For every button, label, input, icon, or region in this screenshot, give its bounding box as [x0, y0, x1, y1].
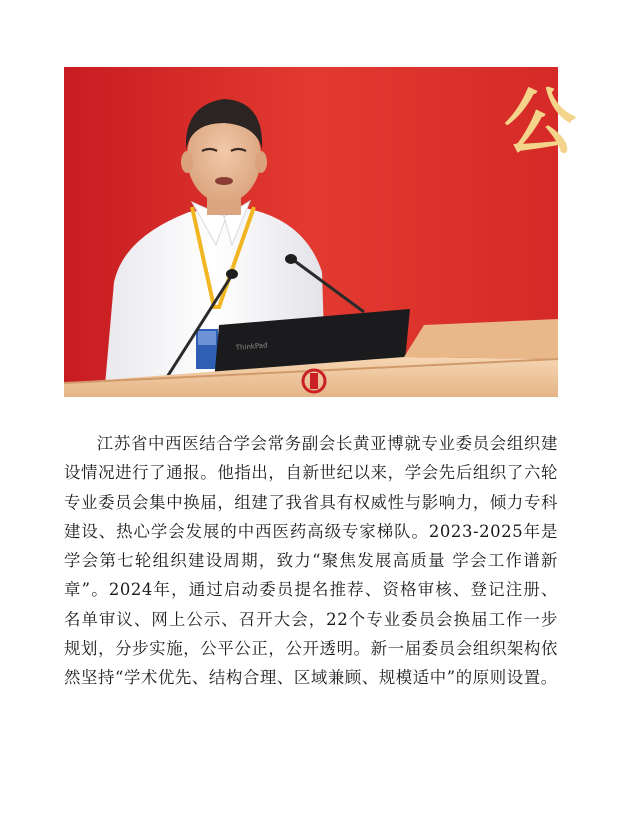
laptop-brand-logo: ThinkPad: [235, 341, 268, 352]
photo-illustration: [64, 67, 577, 397]
speaker-photo: [64, 67, 577, 397]
backdrop-glyph: 公: [504, 80, 577, 164]
article-paragraph: 江苏省中西医结合学会常务副会长黄亚博就专业委员会组织建设情况进行了通报。他指出，自新世纪以来，学会先后组织了六轮专业委员会集中换届，组建了我省具有权威性与影响力，倾力专科建设、热心学会发展的中西医药高级专家梯队。2023-2025年是学会第七轮组织建设周期，致力“聚焦发展高质量 学会工作谱新章”。2024年，通过启动委员提名推荐、资格审核、登记注册、名单审议、网上公示、召开大会，22个专业委员会换届工作一步规划，分步实施，公平公正，公开透明。新一届委员会组织架构依然坚持“学术优先、结构合理、区域兼顾、规模适中”的原则设置。: [64, 434, 558, 688]
